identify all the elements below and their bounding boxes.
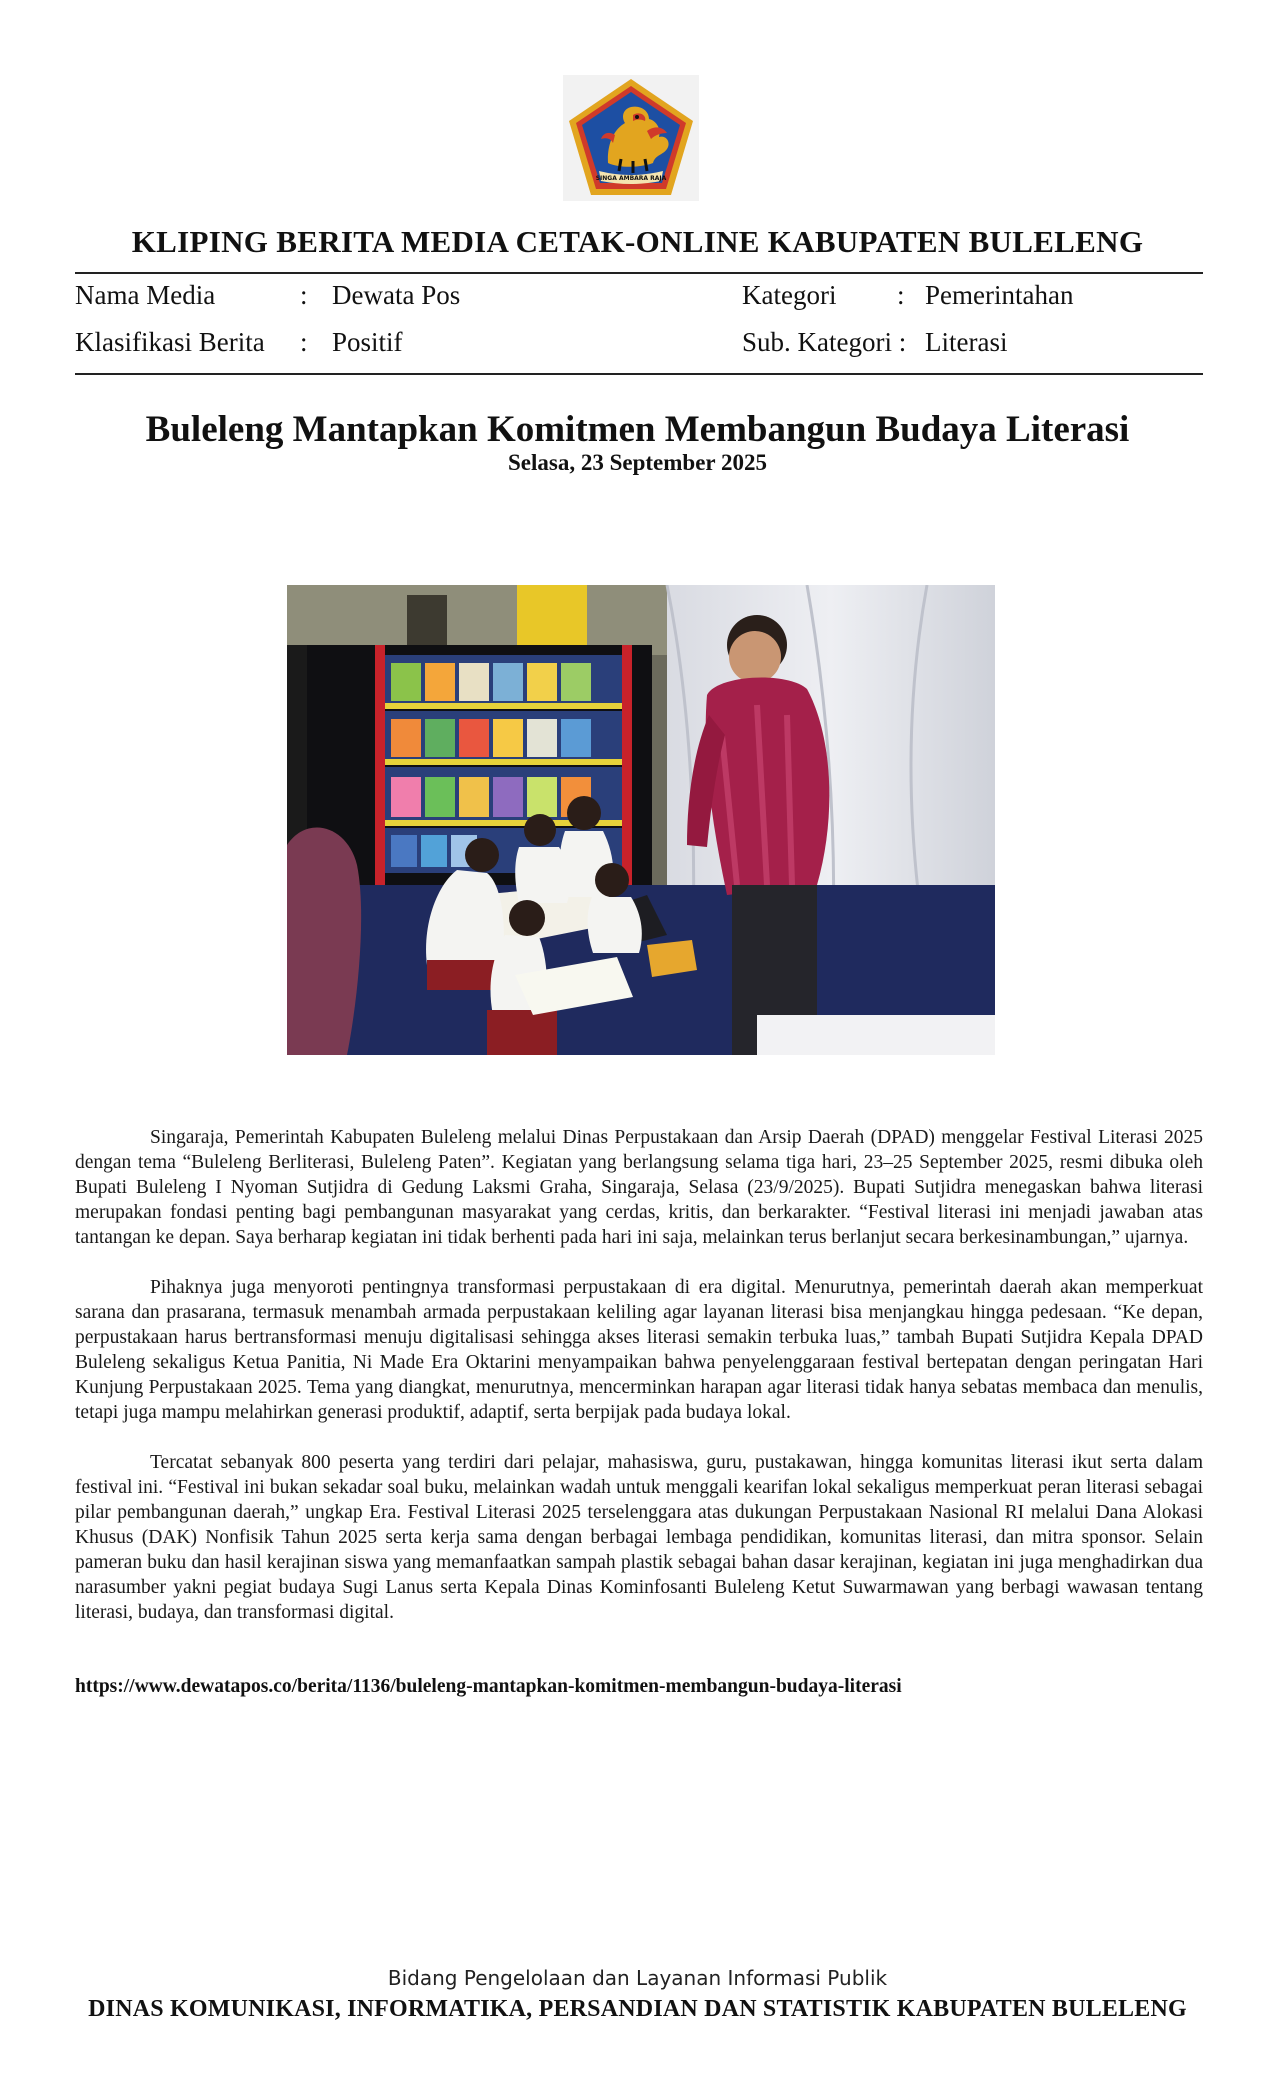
- article-paragraph-1: Singaraja, Pemerintah Kabupaten Buleleng melalui Dinas Perpustakaan dan Arsip Daerah (DPAD) menggelar Festival Literasi 2025 dengan tema “Buleleng Berliterasi, Buleleng Paten”. Kegiatan yang berlangsung selama tiga hari, 23–25 September 2025, resmi dibuka oleh Bupati Buleleng I Nyoman Sutjidra di Gedung Laksmi Graha, Singaraja, Selasa (23/9/2025). Bupati Sutjidra menegaskan bahwa literasi merupakan fondasi penting bagi pembangunan masyarakat yang cerdas, kritis, dan berkarakter. “Festival literasi ini menjadi jawaban atas tantangan ke depan. Saya berharap kegiatan ini tidak berhenti pada hari ini saja, melainkan terus berlanjut secara berkesinambungan,” ujarnya.: [75, 1127, 1203, 1248]
- article-paragraph-2: Pihaknya juga menyoroti pentingnya transformasi perpustakaan di era digital. Menurutnya, pemerintah daerah akan memperkuat sarana dan prasarana, termasuk menambah armada perpustakaan keliling agar layanan literasi bisa menjangkau hingga pedesaan. “Ke depan, perpustakaan harus bertransformasi menuju digitalisasi sehingga akses literasi semakin terbuka luas,” tambah Bupati Sutjidra Kepala DPAD Buleleng sekaligus Ketua Panitia, Ni Made Era Oktarini menyampaikan bahwa penyelenggaraan festival bertepatan dengan peringatan Hari Kunjung Perpustakaan 2025. Tema yang diangkat, menurutnya, mencerminkan harapan agar literasi tidak hanya sebatas membaca dan menulis, tetapi juga mampu melahirkan generasi produktif, adaptif, serta berpijak pada budaya lokal.: [75, 1277, 1203, 1423]
- kabupaten-logo: [563, 75, 699, 201]
- clipping-title: KLIPING BERITA MEDIA CETAK-ONLINE KABUPATEN BULELENG: [131, 224, 1144, 259]
- footer-division: Bidang Pengelolaan dan Layanan Informasi Publik: [387, 1966, 888, 1990]
- klasifikasi-separator: :: [300, 327, 308, 357]
- article-body: [75, 1125, 1203, 1650]
- klasifikasi-value: Positif: [332, 327, 403, 357]
- kategori-value: Pemerintahan: [925, 280, 1074, 310]
- buleleng-emblem-icon: [563, 75, 699, 201]
- kategori-separator: :: [897, 280, 905, 310]
- top-divider: [75, 272, 1203, 274]
- kategori-label: Kategori: [742, 280, 837, 310]
- festival-literasi-photo-icon: [287, 585, 995, 1055]
- source-link[interactable]: https://www.dewatapos.co/berita/1136/buleleng-mantapkan-komitmen-membangun-budaya-literasi: [75, 1676, 902, 1697]
- bottom-divider: [75, 373, 1203, 375]
- logo-motto-text: SINGA AMBARA RAJA: [595, 175, 667, 182]
- article-paragraph-3: Tercatat sebanyak 800 peserta yang terdiri dari pelajar, mahasiswa, guru, pustakawan, hingga komunitas literasi ikut serta dalam festival ini. “Festival ini bukan sekadar soal buku, melainkan wadah untuk menggali kearifan lokal sekaligus memperkuat peran literasi sebagai pilar pembangunan daerah,” ungkap Era. Festival Literasi 2025 terselenggara atas dukungan Perpustakaan Nasional RI melalui Dana Alokasi Khusus (DAK) Nonfisik Tahun 2025 serta kerja sama dengan berbagai lembaga pendidikan, komunitas literasi, dan mitra sponsor. Selain pameran buku dan hasil kerajinan siswa yang memanfaatkan sampah plastik sebagai bahan dasar kerajinan, kegiatan ini juga menghadirkan dua narasumber yakni pegiat budaya Sugi Lanus serta Kepala Dinas Kominfosanti Buleleng Ketut Suwarmawan yang berbagi wawasan tentang literasi, budaya, dan transformasi digital.: [75, 1452, 1203, 1623]
- footer-agency: DINAS KOMUNIKASI, INFORMATIKA, PERSANDIAN DAN STATISTIK KABUPATEN BULELENG: [88, 1996, 1187, 2022]
- subkategori-label: Sub. Kategori :: [742, 327, 907, 357]
- article-photo: [287, 585, 995, 1055]
- article-headline: Buleleng Mantapkan Komitmen Membangun Budaya Literasi: [145, 409, 1130, 450]
- article-date: Selasa, 23 September 2025: [508, 450, 767, 475]
- media-separator: :: [300, 280, 308, 310]
- klasifikasi-label: Klasifikasi Berita: [75, 327, 265, 357]
- media-label: Nama Media: [75, 280, 216, 310]
- subkategori-value: Literasi: [925, 327, 1008, 357]
- media-value: Dewata Pos: [332, 280, 461, 310]
